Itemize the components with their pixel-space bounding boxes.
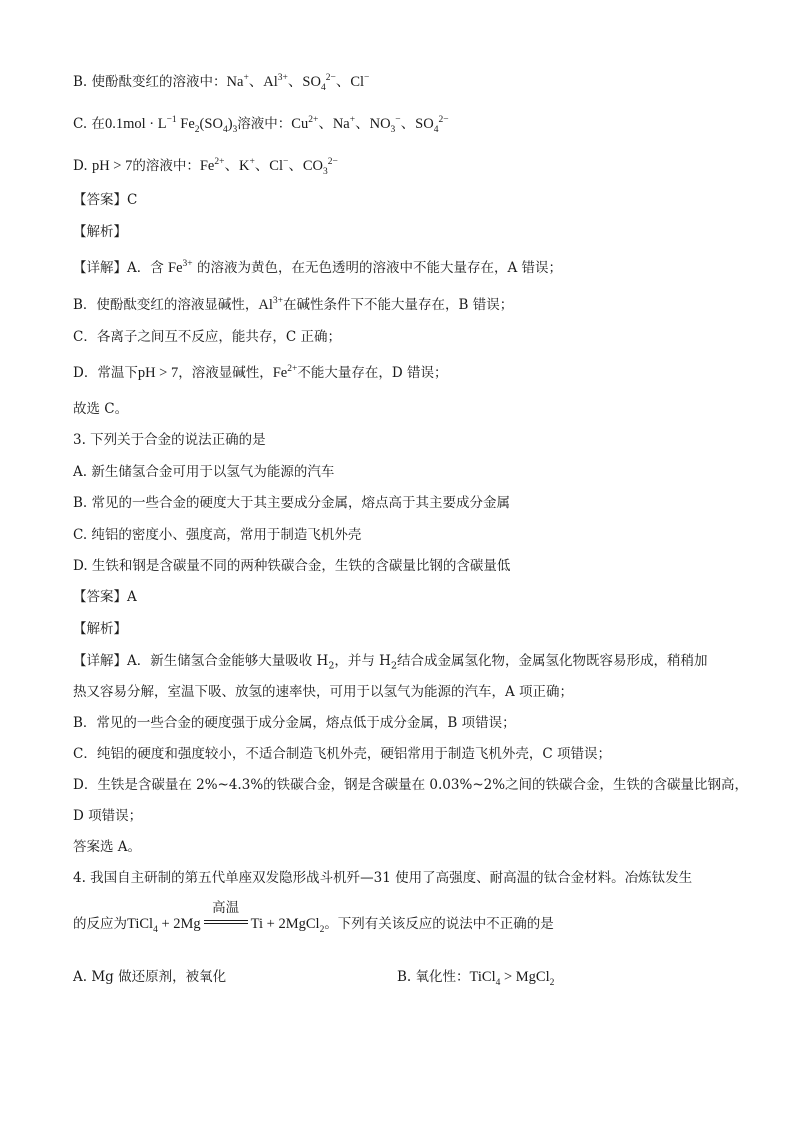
q2-detail-d: D．常温下pH > 7，溶液显碱性，$Fe^{2+}$不能大量存在，D 错误；: [73, 364, 448, 381]
q2-option-b-ions: Na+、$Al^{3+}$、$SO_4^{2-}$、Cl−: [226, 73, 370, 93]
q3-analysis-label: 【解析】: [73, 621, 127, 637]
q3-answer: 【答案】A: [73, 589, 137, 605]
q3-detail-b: B．常见的一些合金的硬度强于成分金属，熔点低于成分金属，B 项错误；: [73, 715, 516, 731]
q2-option-b-text: B. 使酚酞变红的溶液中：: [73, 74, 227, 90]
q2-answer: 【答案】C: [73, 192, 138, 208]
q2-option-b: [73, 72, 369, 92]
q3-detail-a-line2: 热又容易分解，室温下吸、放氢的速率快，可用于以氢气为能源的汽车，A 项正确；: [73, 684, 574, 700]
q3-conclusion: 答案选 A。: [73, 839, 142, 855]
q2-option-d-ions: $Fe^{2+}$、K+、Cl−、$CO_3^{2-}$: [199, 157, 338, 177]
q2-option-c: C. 在$0.1mol \cdot L^{-1}$ $Fe_2(SO_4)_3$溶液中：$Cu^{2+}$、Na+、$NO_3^-$、$SO_4^{2-}$: [73, 115, 449, 135]
q2-option-c-solution: $0.1mol \cdot L^{-1}$ $Fe_2(SO_4)_3$: [104, 115, 238, 135]
reaction-arrow: [204, 900, 248, 928]
q3-option-a: A. 新生储氢合金可用于以氢气为能源的汽车: [73, 464, 335, 480]
q2-detail-a: 【详解】A．含 $Fe^{3+}$ 的溶液为黄色，在无色透明的溶液中不能大量存在，A 错误；: [73, 259, 562, 276]
q4-option-b: B. 氧化性：TiCl$_4$ > MgCl$_2$: [397, 969, 555, 988]
q2-detail-b: B．使酚酞变红的溶液显碱性，$Al^{3+}$在碱性条件下不能大量存在，B 错误；: [73, 296, 514, 313]
q3-option-c: C. 纯铝的密度小、强度高，常用于制造飞机外壳: [73, 527, 362, 543]
q3-detail-d-line2: D 项错误；: [73, 808, 143, 824]
q3-stem: 3. 下列关于合金的说法正确的是: [73, 432, 266, 448]
q2-analysis-label: 【解析】: [73, 224, 127, 240]
reaction-condition: 高温: [212, 900, 240, 915]
q2-detail-c: C．各离子之间互不反应，能共存，C 正确；: [73, 329, 341, 345]
q3-detail-d-line1: D．生铁是含碳量在 2%~4.3%的铁碳合金，钢是含碳量在 0.03%~2%之间的铁碳合金，生铁的含碳量比钢高，: [73, 777, 749, 793]
q4-stem-line2: 的反应为TiCl$_4$ + 2Mg 高温 Ti + 2MgCl$_2$。下列有关该反应的说法中不正确的是: [73, 900, 554, 935]
q2-option-c-text: C. 在: [73, 116, 105, 132]
q4-reaction-equation: TiCl$_4$ + 2Mg 高温 Ti + 2MgCl$_2$: [127, 900, 325, 935]
q4-option-a: A. Mg 做还原剂，被氧化: [73, 969, 227, 985]
q3-option-b: B. 常见的一些合金的硬度大于其主要成分金属，熔点高于其主要成分金属: [73, 495, 511, 511]
q3-detail-a-line1: 【详解】A．新生储氢合金能够大量吸收 $H_2$，并与 $H_2$结合成金属氢化物，金属氢化物既容易形成，稍稍加: [73, 653, 708, 672]
q3-detail-c: C．纯铝的硬度和强度较小，不适合制造飞机外壳，硬铝常用于制造飞机外壳，C 项错误；: [73, 746, 611, 762]
q3-option-d: D. 生铁和钢是含碳量不同的两种铁碳合金，生铁的含碳量比钢的含碳量低: [73, 558, 511, 574]
q2-option-d: D. pH > 7的溶液中：$Fe^{2+}$、K+、Cl−、$CO_3^{2-}$: [73, 157, 338, 177]
q2-conclusion: 故选 C。: [73, 401, 129, 417]
q4-options-row: [73, 967, 226, 987]
q2-option-c-ions: $Cu^{2+}$、Na+、$NO_3^-$、$SO_4^{2-}$: [291, 115, 449, 135]
q4-stem-line1: 4. 我国自主研制的第五代单座双发隐形战斗机歼—31 使用了高强度、耐高温的钛合金材料。冶炼钛发生: [73, 870, 693, 886]
